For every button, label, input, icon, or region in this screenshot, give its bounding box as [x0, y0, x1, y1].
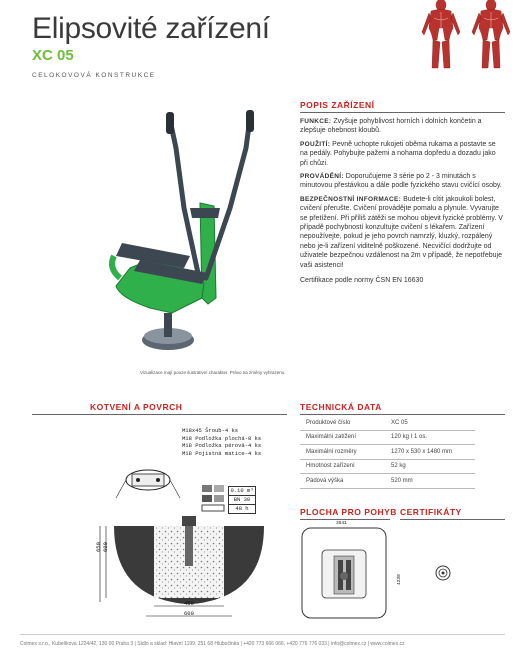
table-row: [300, 445, 475, 460]
part-item: M18x45 Šroub-4 ks: [182, 427, 239, 434]
usage-text: Pevně uchopte rukojeti oběma rukama a postavte se na pedály. Pohybujte pažemi a nohama dopředu a dozadu jako při chůzi.: [300, 140, 496, 167]
construction-type: CELOKOVOVÁ KONSTRUKCE: [32, 72, 156, 79]
description-body: [300, 117, 505, 286]
usage-paragraph: [300, 140, 505, 168]
row-label: Maximální rozměry: [300, 445, 391, 460]
dim-height-a: 650: [95, 542, 102, 552]
description-divider: [300, 112, 505, 113]
usage-label: POUŽITÍ:: [300, 140, 331, 148]
safety-text: Budete-li cítit jakoukoli bolest, cvičení přerušte. Cvičení provádějte pomalu a plynule. Vyvarujte se přetížení. Při příliš zátěži se mohou objevit fyzické problémy. V případě pochybností konzultujte cvičení s lékařem. Zařízení nepoužívejte, pokud je jeho povrch namrzlý, kluzký, rozpálený nebo je-li zařízení viditelně poškozené. Necvičící dodržujte od uživatele bezpečnou vzdálenost na 2m v případě, že nepotřebuje vaši asistenci!: [300, 195, 503, 269]
area-diagram: [300, 526, 392, 622]
row-value: 52 kg: [391, 459, 475, 474]
row-label: Produktové číslo: [300, 416, 391, 430]
row-value: XC 05: [391, 416, 475, 430]
table-row: [300, 459, 475, 474]
row-value: 520 mm: [391, 474, 475, 489]
row-label: Maximální zatížení: [300, 430, 391, 445]
certification-text: Certifikace podle normy ČSN EN 16630: [300, 277, 424, 285]
function-text: Zvyšuje pohyblivost horních i dolních končetin a zlepšuje ohebnost kloubů.: [300, 118, 482, 135]
area-dim-side: 4238: [397, 574, 402, 585]
part-item: M18 Pojistná matice-4 ks: [182, 449, 262, 457]
table-row: [300, 416, 475, 430]
description-heading: POPIS ZAŘÍZENÍ: [300, 100, 375, 110]
safety-label: BEZPEČNOSTNÍ INFORMACE:: [300, 195, 402, 203]
anchoring-heading: KOTVENÍ A POVRCH: [90, 402, 183, 412]
row-label: Pádová výška: [300, 474, 391, 489]
execution-paragraph: [300, 172, 505, 191]
row-label: Hmotnost zařízení: [300, 459, 391, 474]
technical-table: [300, 416, 475, 489]
dim-width-outer: 600: [184, 610, 194, 617]
area-dim-top: 3541: [336, 521, 347, 526]
legend-volume: 0.10 m³: [230, 487, 254, 494]
execution-label: PROVÁDĚNÍ:: [300, 173, 344, 181]
anchoring-diagram: [86, 440, 286, 622]
technical-divider: [300, 414, 505, 415]
safety-paragraph: [300, 195, 505, 270]
dim-height-b: 600: [102, 542, 109, 552]
image-caption: Vizualizace mají pouze ilustrativní charakter. Právo na změny vyhrazeno.: [140, 370, 286, 375]
part-item: M18 Podložka pérová-4 ks: [182, 442, 262, 449]
row-value: 120 kg I 1 os.: [391, 430, 475, 445]
equipment-illustration: [80, 108, 290, 368]
area-heading: PLOCHA PRO POHYB: [300, 507, 397, 517]
legend-curing-time: 48 h: [235, 505, 249, 512]
table-row: [300, 474, 475, 489]
certificates-heading: CERTIFIKÁTY: [400, 507, 462, 517]
part-item: M18 Podložka plochá-8 ks: [182, 434, 262, 442]
area-divider: [300, 519, 390, 520]
dim-width-inner: 450: [184, 600, 194, 607]
anchoring-divider: [32, 414, 287, 415]
execution-text: Doporučujeme 3 série po 2 - 3 minutách s minutovou přestávkou a dále podle fyzického stavu cvičící osoby.: [300, 173, 502, 190]
footer-contact: Colmex s.r.o., Kubelíkova 1224/42, 130 00 Praha 3 | Sídlo a sklad: Hlavní 1199, 251 68 Hlubočinka | +420 773 666 066, +420 776 776 033 | info@colmex.cz | www.colmex.cz: [20, 641, 405, 647]
certification-mark-icon: [435, 565, 451, 581]
technical-heading: TECHNICKÁ DATA: [300, 402, 382, 412]
muscle-figures-image: [412, 0, 520, 70]
certificates-divider: [400, 519, 505, 520]
row-value: 1270 x 530 x 1480 mm: [391, 445, 475, 460]
legend-concrete-class: BN 30: [229, 496, 255, 505]
model-code: XC 05: [32, 47, 74, 64]
function-label: FUNKCE:: [300, 118, 332, 125]
table-row: [300, 430, 475, 445]
footer-divider: [20, 634, 505, 635]
function-paragraph: [300, 117, 505, 136]
page-title: Elipsovité zařízení: [32, 12, 270, 45]
